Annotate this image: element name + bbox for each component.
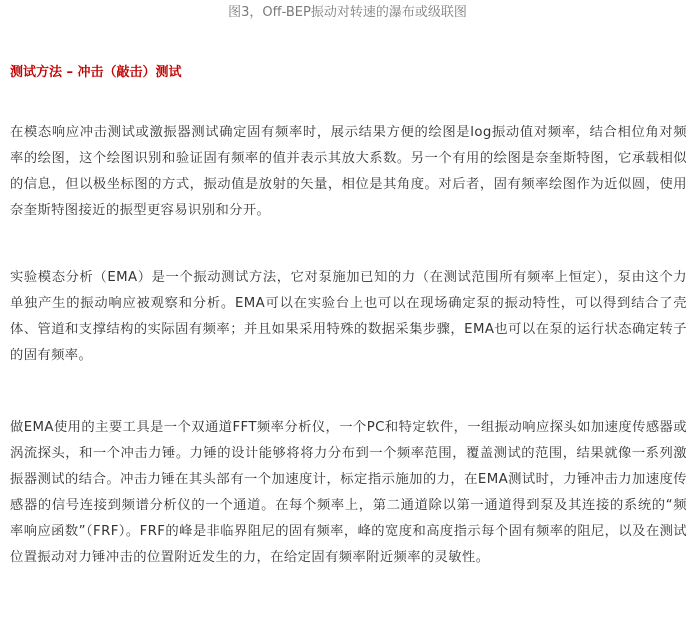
paragraph-ema-tools: 做EMA使用的主要工具是一个双通道FFT频率分析仪，一个PC和特定软件，一组振动响应探头如加速度传感器或涡流探头，和一个冲击力锤。力锤的设计能够将将力分布到一个频率范围，覆盖测试的范围，结果就像一系列激振器测试的结合。冲击力锤在其头部有一个加速度计，标定指示施加的力，在EMA测试时，力锤冲击力加速度传感器的信号连接到频谱分析仪的一个通道。在每个频率上，第二通道除以第一通道得到泵及其连接的系统的“频率响应函数”（FRF）。FRF的峰是非临界阻尼的固有频率，峰的宽度和高度指示每个固有频率的阻尼，以及在测试位置振动对力锤冲击的位置附近发生的力，在给定固有频率附近频率的灵敏性。 [10, 420, 687, 565]
section-heading: 测试方法 – 冲击（敲击）测试 [10, 65, 182, 80]
figure-caption: 图3，Off-BEP振动对转速的瀑布或级联图 [228, 5, 467, 20]
paragraph-ema-intro: 实验模态分析（EMA）是一个振动测试方法，它对泵施加已知的力（在测试范围所有频率上恒定），泵由这个力单独产生的振动响应被观察和分析。EMA可以在实验台上也可以在现场确定泵的振动特性，可以得到结合了壳体、管道和支撑结构的实际固有频率；并且如果采用特殊的数据采集步骤，EMA也可以在泵的运行状态确定转子的固有频率。 [10, 270, 687, 363]
paragraph-modal-plots: 在模态响应冲击测试或激振器测试确定固有频率时，展示结果方便的绘图是log振动值对频率，结合相位角对频率的绘图，这个绘图识别和验证固有频率的值并表示其放大系数。另一个有用的绘图是奈奎斯特图，它承载相似的信息，但以极坐标图的方式，振动值是放射的矢量，相位是其角度。对后者，固有频率绘图作为近似圆，使用奈奎斯特图接近的振型更容易识别和分开。 [10, 125, 687, 218]
